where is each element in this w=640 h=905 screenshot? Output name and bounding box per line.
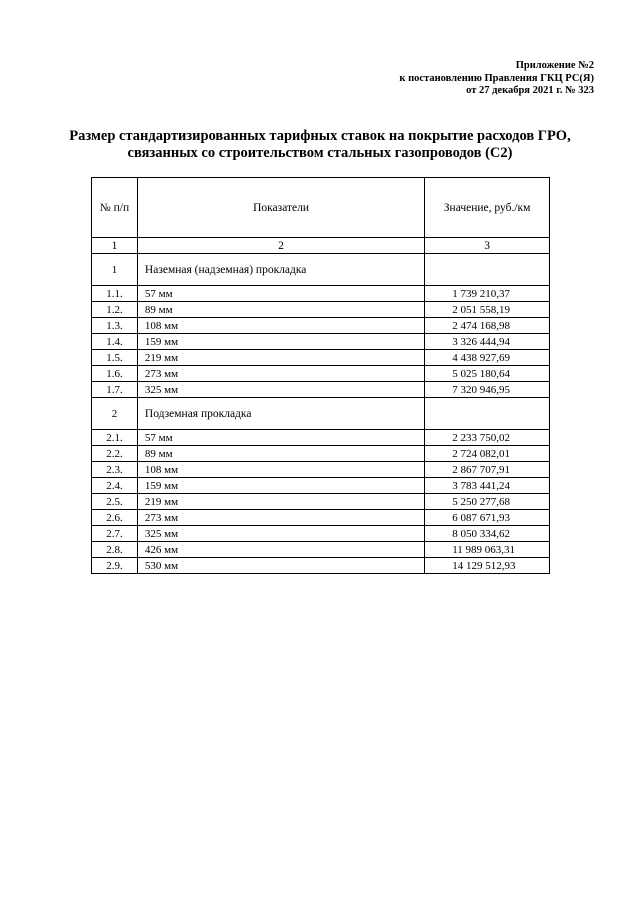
tariff-value: 5 025 180,64 [425,366,550,382]
tariff-value: 14 129 512,93 [425,558,550,574]
table-row [92,510,550,526]
pipe-diameter: 57 мм [137,430,424,446]
section-value-empty [425,254,550,286]
column-number-row [92,238,550,254]
table-header-row [92,178,550,238]
table-row [92,542,550,558]
table-row [92,430,550,446]
table-row [92,462,550,478]
row-number: 1.7. [92,382,138,398]
pipe-diameter: 273 мм [137,510,424,526]
tariff-value: 3 326 444,94 [425,334,550,350]
row-number: 2.5. [92,494,138,510]
row-number: 2.2. [92,446,138,462]
pipe-diameter: 219 мм [137,350,424,366]
table-row [92,286,550,302]
section-row [92,398,550,430]
column-number: 3 [425,238,550,254]
row-number: 2.9. [92,558,138,574]
pipe-diameter: 426 мм [137,542,424,558]
table-row [92,382,550,398]
row-number: 2.8. [92,542,138,558]
tariff-value: 6 087 671,93 [425,510,550,526]
tariff-value: 2 867 707,91 [425,462,550,478]
pipe-diameter: 325 мм [137,382,424,398]
tariff-value: 3 783 441,24 [425,478,550,494]
tariff-value: 2 233 750,02 [425,430,550,446]
header-indicators: Показатели [137,178,424,238]
column-number: 2 [137,238,424,254]
section-number: 1 [92,254,138,286]
row-number: 1.5. [92,350,138,366]
header-number: № п/п [92,178,138,238]
pipe-diameter: 89 мм [137,446,424,462]
row-number: 1.1. [92,286,138,302]
table-row [92,558,550,574]
row-number: 1.6. [92,366,138,382]
pipe-diameter: 159 мм [137,478,424,494]
title-line-2: связанных со строительством стальных газопроводов (С2) [127,145,513,161]
pipe-diameter: 159 мм [137,334,424,350]
tariff-value: 5 250 277,68 [425,494,550,510]
document-header [399,60,594,98]
appendix-label: Приложение №2 [515,60,594,71]
tariff-value: 7 320 946,95 [425,382,550,398]
pipe-diameter: 108 мм [137,318,424,334]
row-number: 1.2. [92,302,138,318]
row-number: 2.7. [92,526,138,542]
pipe-diameter: 108 мм [137,462,424,478]
row-number: 1.4. [92,334,138,350]
row-number: 2.1. [92,430,138,446]
title-line-1: Размер стандартизированных тарифных ставок на покрытие расходов ГРО, [69,128,571,144]
pipe-diameter: 89 мм [137,302,424,318]
row-number: 2.3. [92,462,138,478]
row-number: 2.4. [92,478,138,494]
pipe-diameter: 325 мм [137,526,424,542]
section-label: Наземная (надземная) прокладка [137,254,424,286]
tariff-value: 1 739 210,37 [425,286,550,302]
section-row [92,254,550,286]
tariff-value: 2 724 082,01 [425,446,550,462]
section-number: 2 [92,398,138,430]
resolution-date: от 27 декабря 2021 г. № 323 [466,85,594,96]
row-number: 2.6. [92,510,138,526]
pipe-diameter: 219 мм [137,494,424,510]
pipe-diameter: 57 мм [137,286,424,302]
tariff-value: 8 050 334,62 [425,526,550,542]
header-value: Значение, руб./км [425,178,550,238]
row-number: 1.3. [92,318,138,334]
resolution-reference: к постановлению Правления ГКЦ РС(Я) [399,72,594,84]
table-row [92,318,550,334]
table-row [92,446,550,462]
tariff-value: 4 438 927,69 [425,350,550,366]
section-value-empty [425,398,550,430]
section-label: Подземная прокладка [137,398,424,430]
pipe-diameter: 530 мм [137,558,424,574]
tariff-value: 2 051 558,19 [425,302,550,318]
table-row [92,366,550,382]
table-row [92,478,550,494]
column-number: 1 [92,238,138,254]
table-row [92,302,550,318]
tariff-table [91,177,550,574]
tariff-value: 11 989 063,31 [425,542,550,558]
table-row [92,334,550,350]
tariff-value: 2 474 168,98 [425,318,550,334]
table-row [92,526,550,542]
table-row [92,494,550,510]
pipe-diameter: 273 мм [137,366,424,382]
table-row [92,350,550,366]
document-title [0,128,640,162]
